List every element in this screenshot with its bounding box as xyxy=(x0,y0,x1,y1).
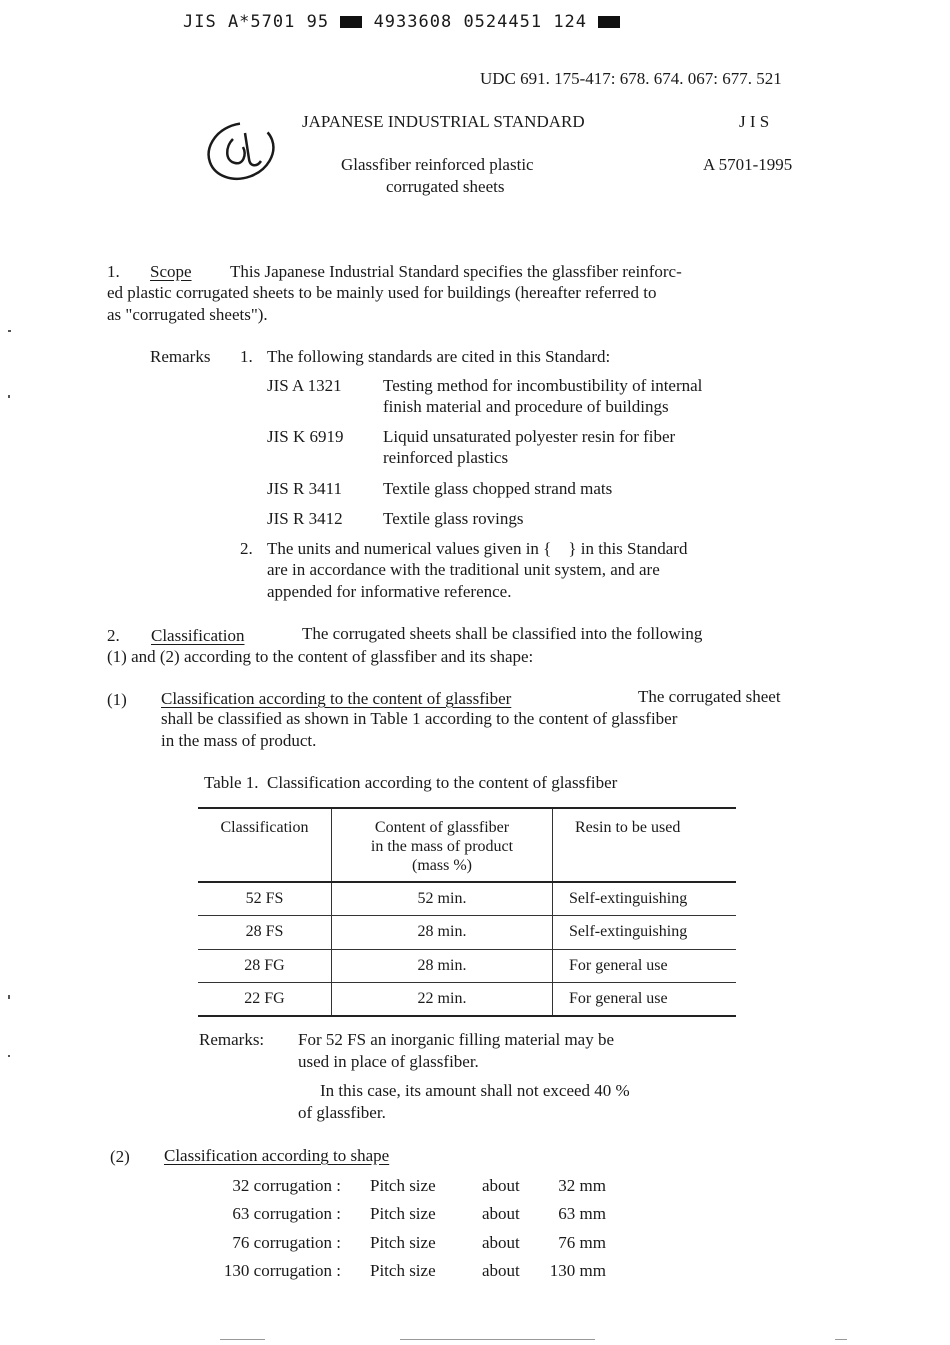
standard-title-line2: corrugated sheets xyxy=(386,177,505,196)
cited-standard-title: Textile glass chopped strand mats xyxy=(383,479,613,498)
cell-classification: 28 FG xyxy=(198,949,332,983)
shape-name: 76 corrugation : xyxy=(232,1233,341,1252)
header-code: JIS A*5701 95 xyxy=(183,12,330,32)
sub1-line2: shall be classified as shown in Table 1 according to the content of glassfiber xyxy=(161,709,678,728)
section1-number: 1. xyxy=(107,262,120,281)
cited-standard-title: Testing method for incombustibility of internal xyxy=(383,376,703,395)
table-row xyxy=(198,949,736,983)
header-bar-2 xyxy=(598,16,620,28)
remarks2-line3: In this case, its amount shall not exceed 40 % xyxy=(320,1081,630,1100)
scan-mark xyxy=(8,995,10,999)
remarks2-label: Remarks: xyxy=(199,1030,265,1049)
header-bar-1 xyxy=(340,16,362,28)
section1-line2: ed plastic corrugated sheets to be mainly used for buildings (hereafter referred to xyxy=(107,283,657,302)
remarks2-line2: used in place of glassfiber. xyxy=(298,1052,479,1071)
section2-line1: The corrugated sheets shall be classified into the following xyxy=(302,624,703,643)
section1-line1: This Japanese Industrial Standard specifies the glassfiber reinforc- xyxy=(230,262,682,281)
cited-standard-title: reinforced plastics xyxy=(383,448,509,467)
cell-content: 28 min. xyxy=(332,916,553,950)
section1-line3: as "corrugated sheets"). xyxy=(107,305,268,324)
cited-standard-code: JIS A 1321 xyxy=(267,376,342,395)
cell-content: 52 min. xyxy=(332,882,553,916)
table-row xyxy=(198,916,736,950)
cell-resin: For general use xyxy=(569,990,668,1007)
shape-row xyxy=(0,1261,950,1283)
cell-classification: 52 FS xyxy=(198,882,332,916)
standard-title-line1: Glassfiber reinforced plastic xyxy=(341,155,534,174)
cell-content: 22 min. xyxy=(332,983,553,1017)
remarks1-item2-line1: The units and numerical values given in { } in this Standard xyxy=(267,539,688,558)
sub2-number: (2) xyxy=(110,1147,130,1166)
sub1-line3: in the mass of product. xyxy=(161,731,317,750)
sub1-number: (1) xyxy=(107,690,127,709)
cell-classification: 28 FS xyxy=(198,916,332,950)
shape-row xyxy=(0,1176,950,1198)
shape-label: Pitch size xyxy=(370,1176,436,1195)
remarks2-line1: For 52 FS an inorganic filling material may be xyxy=(298,1030,615,1049)
cited-standard-title: Liquid unsaturated polyester resin for fiber xyxy=(383,427,676,446)
header-barcode: 4933608 0524451 124 xyxy=(373,12,588,32)
scan-mark xyxy=(8,395,10,398)
scan-mark xyxy=(8,330,11,332)
shape-about: about xyxy=(482,1233,520,1252)
document-header-code xyxy=(183,12,620,32)
jis-mark-logo xyxy=(203,117,283,185)
shape-about: about xyxy=(482,1204,520,1223)
sub1-line1-rest: The corrugated sheet xyxy=(638,687,781,706)
shape-value: 63 mm xyxy=(558,1204,606,1223)
column-header-content-line1: Content of glassfiber xyxy=(374,819,510,836)
standard-org: JAPANESE INDUSTRIAL STANDARD xyxy=(302,112,585,131)
scan-mark xyxy=(400,1339,595,1340)
remarks1-label: Remarks xyxy=(150,347,211,366)
table-row xyxy=(198,882,736,916)
shape-row xyxy=(0,1204,950,1226)
cited-standard-title: Textile glass rovings xyxy=(383,509,524,528)
remarks1-item2-line3: appended for informative reference. xyxy=(267,582,512,601)
cited-standard-code: JIS R 3412 xyxy=(267,509,343,528)
standard-jis-label: J I S xyxy=(739,112,770,131)
remarks2-line4: of glassfiber. xyxy=(298,1103,386,1122)
shape-value: 130 mm xyxy=(549,1261,606,1280)
column-header-content-line2: in the mass of product xyxy=(370,838,514,855)
column-header-content-line3: (mass %) xyxy=(412,857,472,874)
shape-about: about xyxy=(482,1261,520,1280)
table-header-row xyxy=(198,808,736,882)
shape-name: 32 corrugation : xyxy=(232,1176,341,1195)
remarks1-item2-line2: are in accordance with the traditional unit system, and are xyxy=(267,560,660,579)
shape-value: 32 mm xyxy=(558,1176,606,1195)
cell-resin: For general use xyxy=(569,956,668,974)
shape-name: 130 corrugation : xyxy=(223,1261,341,1280)
cited-standard-title: finish material and procedure of buildings xyxy=(383,397,669,416)
shape-label: Pitch size xyxy=(370,1204,436,1223)
remarks1-item1-text: The following standards are cited in this Standard: xyxy=(267,347,611,366)
cell-content: 28 min. xyxy=(332,949,553,983)
scan-mark xyxy=(8,1055,10,1057)
scan-mark xyxy=(835,1339,847,1340)
cited-standard-code: JIS R 3411 xyxy=(267,479,342,498)
scan-mark xyxy=(220,1339,265,1340)
cell-resin: Self-extinguishing xyxy=(569,890,688,907)
sub1-heading: Classification according to the content of glassfiber xyxy=(161,689,512,708)
shape-row xyxy=(0,1233,950,1255)
shape-value: 76 mm xyxy=(558,1233,606,1252)
cell-classification: 22 FG xyxy=(198,983,332,1017)
shape-label: Pitch size xyxy=(370,1233,436,1252)
remarks1-item1-number: 1. xyxy=(240,347,253,366)
column-header-content xyxy=(332,808,553,882)
table1-caption: Table 1. Classification according to the content of glassfiber xyxy=(204,773,618,792)
cited-standard-code: JIS K 6919 xyxy=(267,427,344,446)
shape-about: about xyxy=(482,1176,520,1195)
cell-resin: Self-extinguishing xyxy=(569,923,688,941)
standard-number: A 5701-1995 xyxy=(703,155,793,174)
section2-number: 2. xyxy=(107,626,120,645)
shape-label: Pitch size xyxy=(370,1261,436,1280)
udc-number: UDC 691. 175-417: 678. 674. 067: 677. 521 xyxy=(480,69,782,88)
section1-heading: Scope xyxy=(150,262,192,281)
section2-line2: (1) and (2) according to the content of glassfiber and its shape: xyxy=(107,647,534,666)
table-row xyxy=(198,983,736,1017)
table1 xyxy=(198,807,736,1017)
shape-name: 63 corrugation : xyxy=(232,1204,341,1223)
column-header-classification: Classification xyxy=(198,808,332,882)
remarks1-item2-number: 2. xyxy=(240,539,253,558)
column-header-resin: Resin to be used xyxy=(575,819,681,836)
section2-heading: Classification xyxy=(151,626,245,645)
sub2-heading: Classification according to shape xyxy=(164,1146,390,1165)
